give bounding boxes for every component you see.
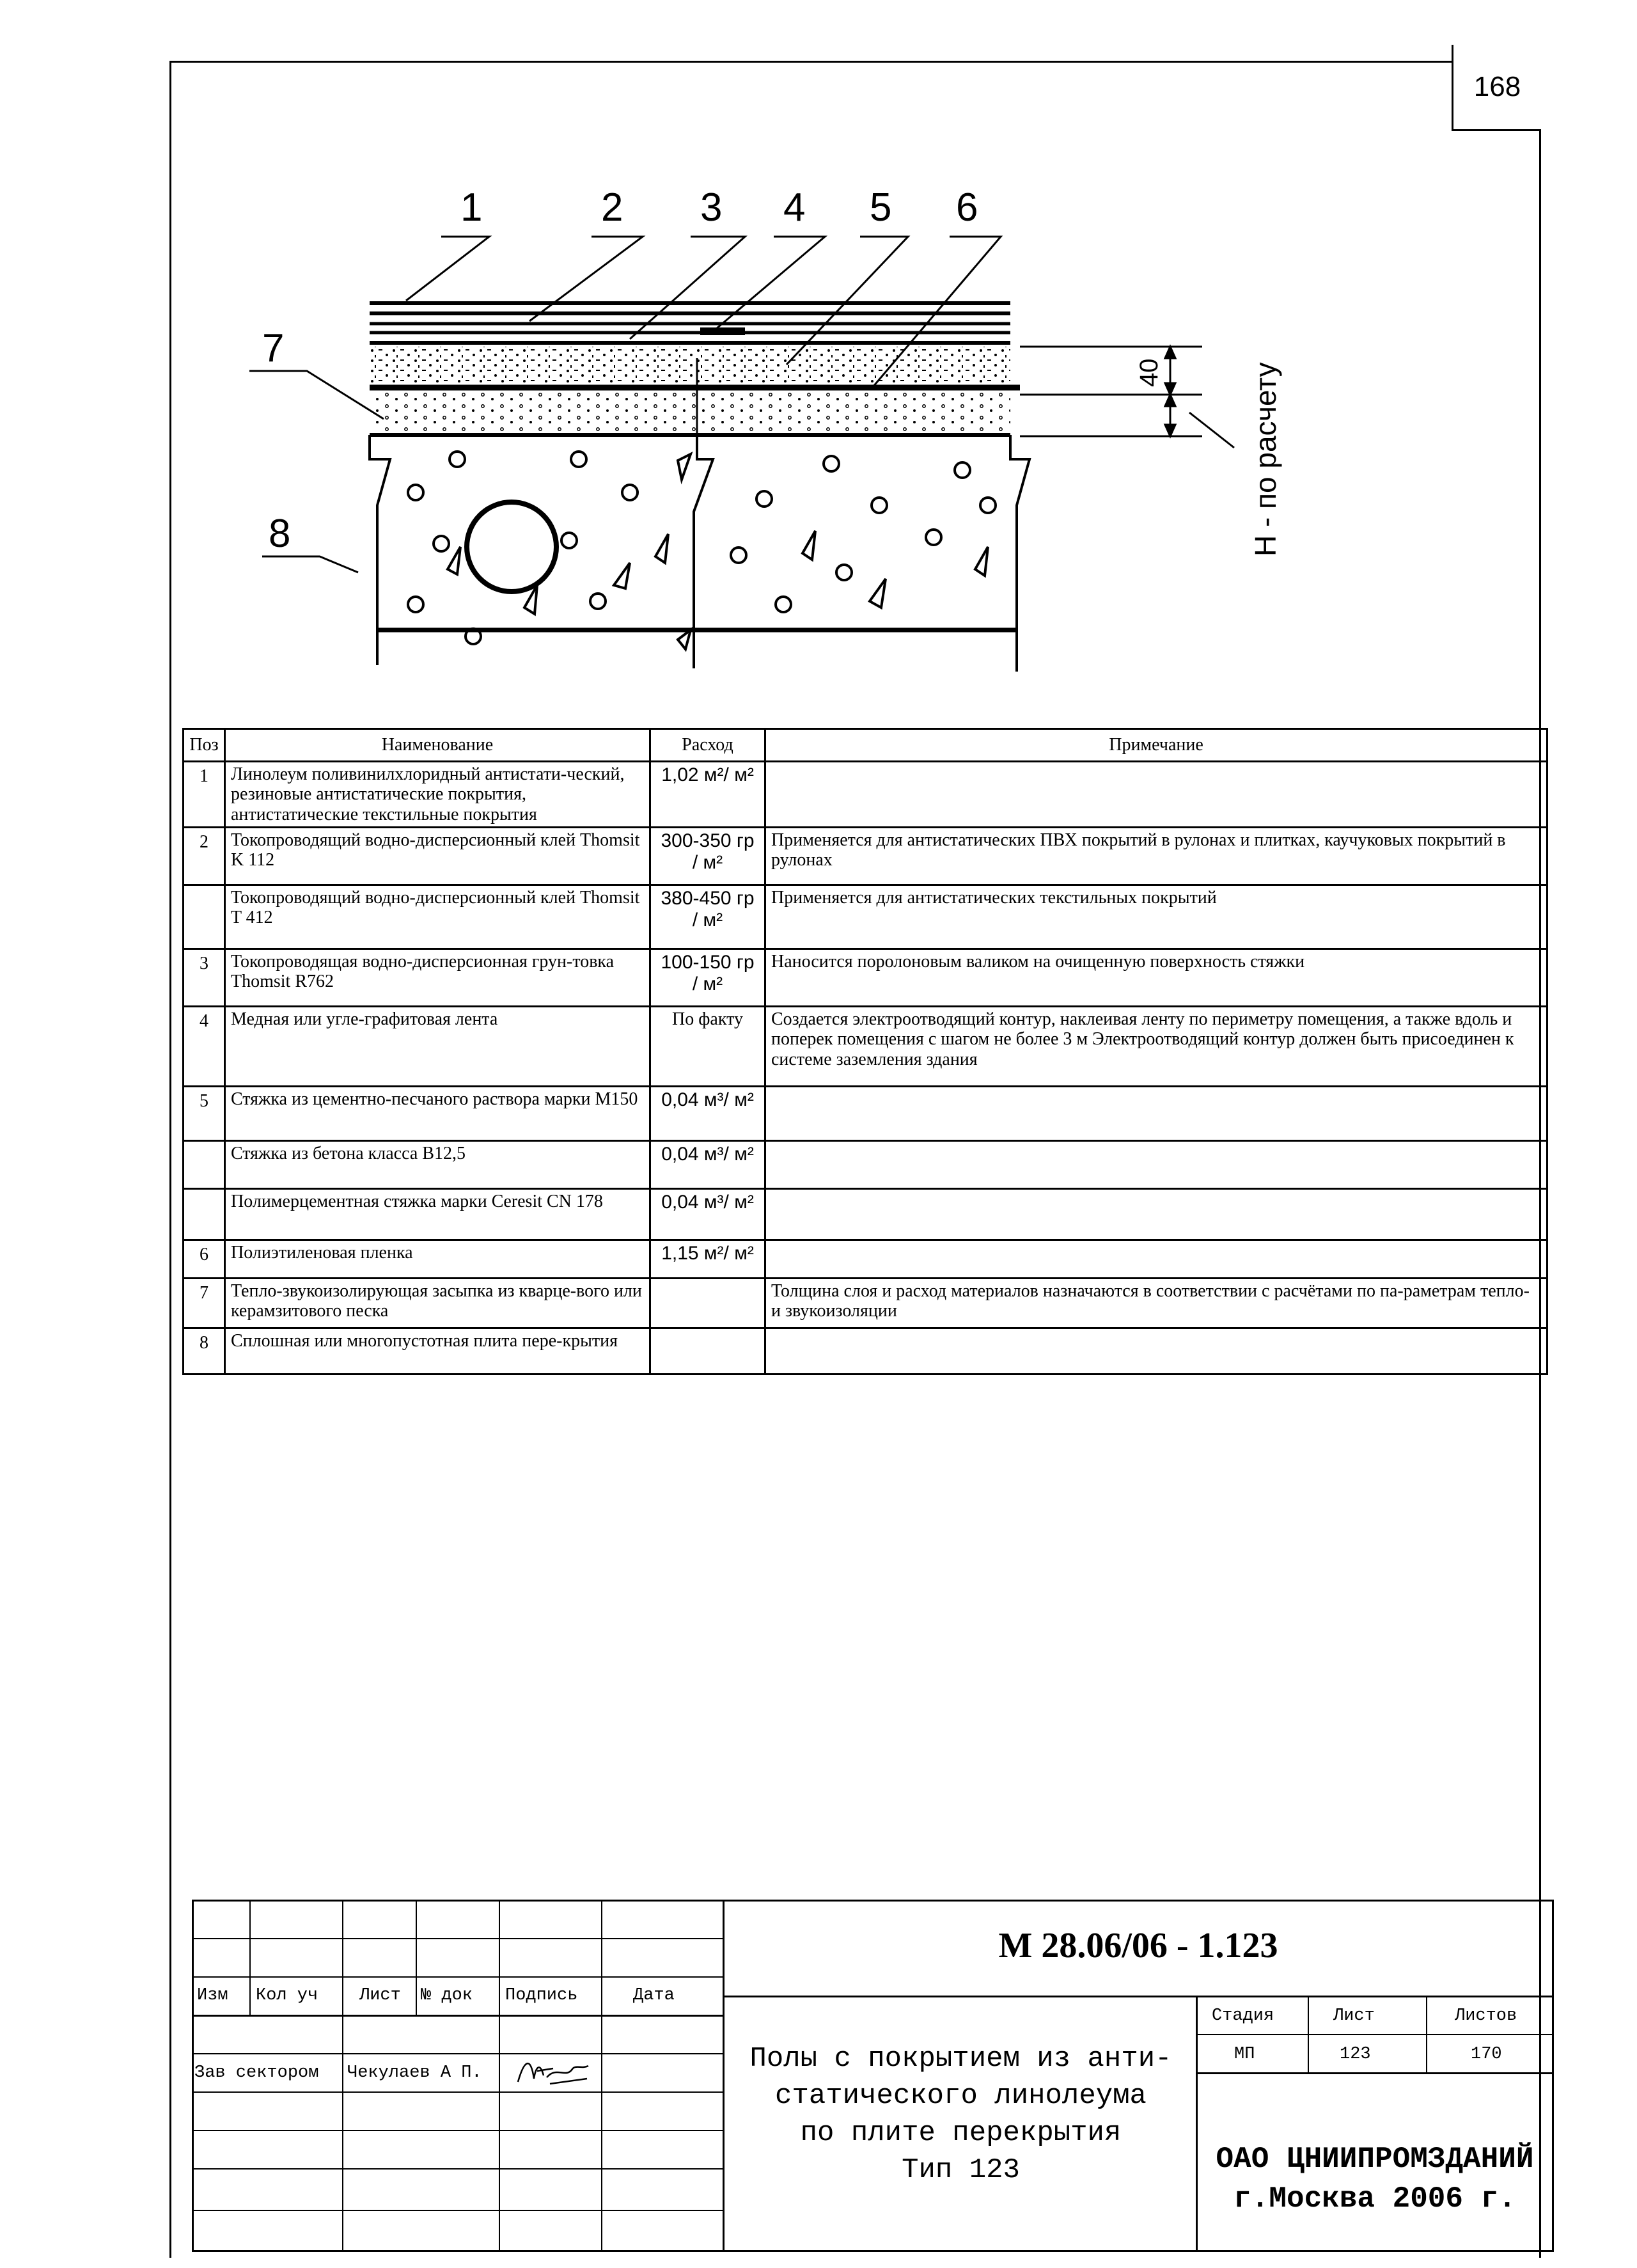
title-line-3: по плите перекрытия — [800, 2117, 1122, 2149]
row-qty: 0,04 м³/ м² — [650, 1087, 765, 1141]
table-row — [184, 1087, 1547, 1141]
table-row — [184, 1328, 1547, 1374]
title-block — [192, 1900, 1554, 2255]
row-note — [765, 1240, 1547, 1279]
row-pos — [184, 1141, 225, 1189]
table-header — [184, 729, 1547, 762]
row-qty: 0,04 м³/ м² — [650, 1189, 765, 1240]
layer-screed — [370, 347, 1010, 384]
table-row — [184, 949, 1547, 1007]
organization — [1197, 2139, 1553, 2219]
row-pos — [184, 885, 225, 949]
page-number: 168 — [1452, 45, 1541, 131]
row-qty: По факту — [650, 1007, 765, 1087]
row-qty: 1,15 м²/ м² — [650, 1240, 765, 1279]
row-pos: 6 — [184, 1240, 225, 1279]
col-date: Дата — [633, 1986, 675, 2005]
row-pos: 8 — [184, 1328, 225, 1374]
callout-4: 4 — [783, 185, 806, 230]
row-name: Токопроводящая водно-дисперсионная грун-товка Thomsit R762 — [225, 949, 650, 1007]
header-pos: Поз — [184, 729, 225, 762]
row-name: Стяжка из бетона класса В12,5 — [225, 1141, 650, 1189]
title-line-2: статического линолеума — [775, 2080, 1147, 2112]
callout-5: 5 — [870, 185, 892, 230]
row-note: Создается электроотводящий контур, наклеивая ленту по периметру помещения, а также вдоль и поперек помещения с шагом не более 3 м Электроотводящий контур должен быть присоединен к системе заземления здания — [765, 1007, 1547, 1087]
row-qty: 100-150 гр / м² — [650, 949, 765, 1007]
row-name: Токопроводящий водно-дисперсионный клей Thomsit K 112 — [225, 828, 650, 885]
stage-label: Стадия — [1212, 2006, 1274, 2026]
row-pos: 5 — [184, 1087, 225, 1141]
height-note: Н - по расчету — [1249, 362, 1282, 556]
table-row — [184, 1279, 1547, 1328]
row-note — [765, 1141, 1547, 1189]
dimension-40: 40 — [1135, 358, 1163, 387]
row-pos — [184, 1189, 225, 1240]
floor-slab — [370, 435, 1030, 672]
role-label: Зав сектором — [194, 2063, 319, 2083]
signature — [512, 2053, 595, 2091]
col-signature: Подпись — [505, 1986, 578, 2005]
row-name: Линолеум поливинилхлоридный антистати-ческий, резиновые антистатические покрытия, антистатические текстильные покрытия — [225, 762, 650, 828]
title-line-4: Тип 123 — [902, 2154, 1020, 2186]
table-row — [184, 762, 1547, 828]
document-code: М 28.06/06 - 1.123 — [998, 1926, 1278, 1965]
row-qty — [650, 1328, 765, 1374]
row-note: Наносится поролоновым валиком на очищенную поверхность стяжки — [765, 949, 1547, 1007]
layer-insulation-fill — [370, 391, 1010, 431]
row-qty: 380-450 гр / м² — [650, 885, 765, 949]
row-note — [765, 1328, 1547, 1374]
row-name: Токопроводящий водно-дисперсионный клей Thomsit T 412 — [225, 885, 650, 949]
document-title — [726, 2040, 1196, 2189]
callout-1: 1 — [460, 185, 483, 230]
table-row — [184, 1141, 1547, 1189]
col-list: Лист — [359, 1986, 401, 2005]
row-note — [765, 762, 1547, 828]
table-row — [184, 828, 1547, 885]
row-qty — [650, 1279, 765, 1328]
person-name: Чекулаев А П. — [347, 2063, 482, 2083]
callout-2: 2 — [601, 185, 623, 230]
callout-6: 6 — [956, 185, 978, 230]
table-row — [184, 1189, 1547, 1240]
table-row — [184, 885, 1547, 949]
header-note: Примечание — [765, 729, 1547, 762]
row-note: Применяется для антистатических текстильных покрытий — [765, 885, 1547, 949]
row-name: Полиэтиленовая пленка — [225, 1240, 650, 1279]
row-name: Стяжка из цементно-песчаного раствора марки М150 — [225, 1087, 650, 1141]
header-qty: Расход — [650, 729, 765, 762]
tape-strip — [700, 327, 745, 335]
sheet-label: Лист — [1333, 2006, 1375, 2026]
row-note: Толщина слоя и расход материалов назначаются в соответствии с расчётами по па-раметрам тепло- и звукоизоляции — [765, 1279, 1547, 1328]
title-line-1: Полы с покрытием из анти- — [749, 2043, 1172, 2075]
row-name: Сплошная или многопустотная плита пере-крытия — [225, 1328, 650, 1374]
sheet-value: 123 — [1340, 2045, 1371, 2064]
row-name: Полимерцементная стяжка марки Ceresit CN 178 — [225, 1189, 650, 1240]
header-name: Наименование — [225, 729, 650, 762]
col-kol-uch: Кол уч — [256, 1986, 318, 2005]
org-city-year: г.Москва 2006 г. — [1234, 2182, 1516, 2216]
table-row — [184, 1240, 1547, 1279]
row-name: Тепло-звукоизолирующая засыпка из кварце-вого или керамзитового песка — [225, 1279, 650, 1328]
row-pos: 2 — [184, 828, 225, 885]
row-qty: 0,04 м³/ м² — [650, 1141, 765, 1189]
col-izm: Изм — [197, 1986, 228, 2005]
row-qty: 300-350 гр / м² — [650, 828, 765, 885]
col-doc-no: № док — [421, 1986, 473, 2005]
row-name: Медная или угле-графитовая лента — [225, 1007, 650, 1087]
specification-table — [182, 728, 1548, 1375]
org-name: ОАО ЦНИИПРОМЗДАНИЙ — [1216, 2143, 1534, 2176]
row-pos: 1 — [184, 762, 225, 828]
row-note — [765, 1087, 1547, 1141]
callout-3: 3 — [700, 185, 723, 230]
row-qty: 1,02 м²/ м² — [650, 762, 765, 828]
row-note: Применяется для антистатических ПВХ покрытий в рулонах и плитках, каучуковых покрытий в рулонах — [765, 828, 1547, 885]
row-pos: 3 — [184, 949, 225, 1007]
dimension-marks — [1020, 347, 1234, 448]
row-pos: 4 — [184, 1007, 225, 1087]
stage-value: МП — [1234, 2045, 1255, 2064]
sheets-label: Листов — [1455, 2006, 1517, 2026]
sheets-value: 170 — [1471, 2045, 1502, 2064]
floor-section-diagram — [0, 0, 1637, 729]
row-note — [765, 1189, 1547, 1240]
row-pos: 7 — [184, 1279, 225, 1328]
slab-aggregate — [408, 452, 996, 649]
callout-7: 7 — [262, 326, 285, 370]
callout-8: 8 — [269, 512, 291, 556]
table-row — [184, 1007, 1547, 1087]
